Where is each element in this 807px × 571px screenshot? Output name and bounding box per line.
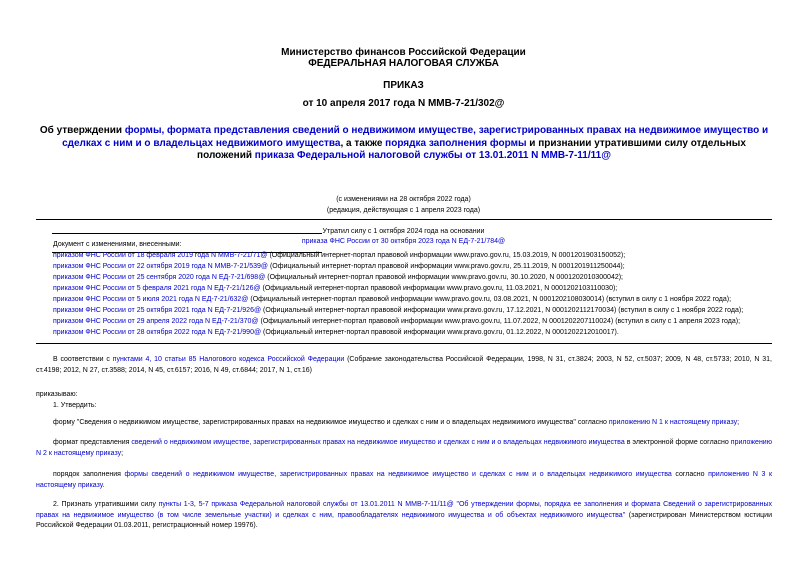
title-link-order[interactable]: приказа Федеральной налоговой службы от 13.01.2011 N ММВ-7-11/11@ — [254, 150, 611, 161]
paragraph-text: , — [193, 501, 199, 508]
paragraph-text: ; — [121, 449, 124, 457]
amendment-text: (Официальный интернет-портал правовой информации www.pravo.gov.ru, 11.03.2021, N 0001202103110030); — [260, 285, 618, 292]
appendix-2-link[interactable]: приложению N 2 к настоящему приказу — [36, 439, 772, 457]
amendment-text: (Официальный интернет-портал правовой информации www.pravo.gov.ru, 25.11.2019, N 0001201911250044); — [268, 263, 625, 270]
paragraph-text: (зарегистрирован Министерством юстиции Российской Федерации 01.03.2011, регистрационный номер 19976). — [36, 511, 772, 529]
paragraph-text: форму "Сведения о недвижимом имуществе, зарегистрированных правах на недвижимое имущество и сделках с ним и о владельцах недвижимого имущества" согласно — [53, 419, 609, 426]
amendment-text: (Официальный интернет-портал правовой информации www.pravo.gov.ru, 15.03.2019, N 0001201903150052); — [267, 252, 626, 259]
amendment-item — [53, 284, 617, 293]
document-title — [36, 125, 772, 163]
procedure-paragraph — [36, 470, 772, 491]
title-link-procedure[interactable]: порядка заполнения формы — [385, 137, 527, 149]
divider — [36, 343, 772, 344]
appendix-1-link[interactable]: приложению N 1 к настоящему приказу — [608, 419, 738, 426]
paragraph-text: порядок заполнения — [53, 471, 125, 478]
format-paragraph — [36, 438, 772, 459]
amendment-link[interactable]: приказом ФНС России от 18 февраля 2019 года N ММВ-7-21/71@ — [53, 252, 268, 259]
paragraph-text: (Собрание законодательства Российской Федерации, 1998, N 31, ст.3824; 2003, N 52, ст.5037; 2009, N 48, ст.5733; 2010, N 31, ст.4198; 2012, N 27, ст.3588; 2014, N 45, ст.6157; 2016, N 49, ст.6844; 2017, N 1, ст.16) — [36, 356, 773, 374]
paragraph-text: ; — [737, 419, 740, 426]
divider — [52, 233, 322, 234]
title-text: Об утверждении — [39, 125, 125, 136]
amendment-item — [53, 328, 619, 337]
order-word: приказываю: — [36, 391, 78, 398]
amendment-link[interactable]: приказом ФНС России от 28 октября 2022 года N ЕД-7-21/990@ — [53, 329, 262, 336]
amendment-link[interactable]: приказом ФНС России от 5 июля 2021 года N ЕД-7-21/632@ — [53, 296, 249, 303]
divider — [36, 219, 772, 220]
title-link-form[interactable]: формы, формата представления сведений о недвижимом имуществе, зарегистрированных правах на недвижимое имущество и сделках с ним и о владельцах недвижимого имущества — [62, 125, 769, 149]
amendment-text: (Официальный интернет-портал правовой информации www.pravo.gov.ru, 30.10.2020, N 0001202010300042); — [265, 274, 624, 281]
items-1-3-link[interactable]: пункты 1-3 — [158, 501, 194, 508]
paragraph-text: формат представления — [53, 439, 132, 446]
amendment-item — [53, 251, 625, 260]
paragraph-text: согласно — [671, 471, 709, 478]
paragraph-text: В соответствии с — [53, 356, 113, 363]
tax-code-link[interactable]: пунктами 4, 10 статьи 85 Налогового кодекса Российской Федерации — [112, 356, 345, 363]
legal-basis-paragraph — [36, 355, 772, 376]
edition-redaction: (редакция, действующая с 1 апреля 2023 года) — [326, 207, 481, 214]
amendment-link[interactable]: приказом ФНС России от 25 сентября 2020 года N ЕД-7-21/698@ — [53, 274, 266, 281]
title-text: , а также — [340, 137, 386, 149]
document-type: ПРИКАЗ — [383, 80, 424, 91]
title-text: и признании утратившими силу отдельных положений — [197, 137, 746, 161]
amendment-item — [53, 306, 743, 315]
amendment-link[interactable]: приказом ФНС России от 22 октября 2019 года N ММВ-7-21/539@ — [53, 263, 268, 270]
amendment-link[interactable]: приказом ФНС России от 29 апреля 2022 года N ЕД-7-21/370@ — [53, 318, 259, 325]
amendment-item — [53, 317, 740, 326]
paragraph-text: 2. Признать утратившими силу — [53, 501, 159, 508]
procedure-form-link[interactable]: формы сведений о недвижимом имуществе, зарегистрированных правах на недвижимое имущество и сделках с ним и о владельцах недвижимого имущества — [124, 471, 672, 478]
amendment-link[interactable]: приказом ФНС России от 5 февраля 2021 года N ЕД-7-21/126@ — [53, 285, 261, 292]
form-paragraph — [36, 418, 772, 429]
service-name: ФЕДЕРАЛЬНАЯ НАЛОГОВАЯ СЛУЖБА — [308, 58, 499, 69]
amendment-item — [53, 262, 625, 271]
appendix-3-link[interactable]: приложению N 3 к настоящему приказу — [36, 471, 773, 489]
items-5-7-link[interactable]: 5-7 приказа Федеральной налоговой службы от 13.01.2011 N ММВ-7-11/11@ "Об утверждении формы, порядка ее заполнения и формата Сведений о зарегистрированных правах на недвижимое имущество (в том числе земельные участки) и сделках с ним, правообладателях недвижимого имущества и об объектах недвижимого имущества" — [36, 501, 772, 519]
amendment-item — [53, 295, 731, 304]
lost-force-link[interactable]: приказа ФНС России от 30 октября 2023 года N ЕД-7-21/784@ — [301, 238, 506, 245]
ministry-name: Министерство финансов Российской Федерации — [281, 47, 526, 58]
amendment-text: (Официальный интернет-портал правовой информации www.pravo.gov.ru, 01.12.2022, N 0001202212010017). — [261, 329, 619, 336]
lost-force-text: Утратил силу с 1 октября 2024 года на основании — [322, 228, 485, 235]
amendment-link[interactable]: приказом ФНС России от 25 октября 2021 года N ЕД-7-21/926@ — [53, 307, 262, 314]
paragraph-text: . — [102, 481, 105, 489]
item-1: 1. Утвердить: — [53, 402, 97, 409]
paragraph-text: в электронной форме согласно — [624, 439, 731, 446]
amendments-intro: Документ с изменениями, внесенными: — [53, 241, 182, 248]
document-date: от 10 апреля 2017 года N ММВ-7-21/302@ — [302, 98, 505, 109]
item-2-paragraph — [36, 500, 772, 532]
amendment-text: (Официальный интернет-портал правовой информации www.pravo.gov.ru, 11.07.2022, N 0001202207110024) (вступил в силу с 1 апреля 2023 года); — [258, 318, 741, 325]
format-link[interactable]: сведений о недвижимом имуществе, зарегистрированных правах на недвижимое имущество и сделках с ним и о владельцах недвижимого имущества — [131, 439, 625, 446]
amendment-item — [53, 273, 623, 282]
amendment-text: (Официальный интернет-портал правовой информации www.pravo.gov.ru, 03.08.2021, N 0001202108030014) (вступил в силу с 1 ноября 2022 года); — [248, 296, 732, 303]
edition-changes: (с изменениями на 28 октября 2022 года) — [336, 196, 471, 203]
amendment-text: (Официальный интернет-портал правовой информации www.pravo.gov.ru, 17.12.2021, N 0001202112170034) (вступил в силу с 1 ноября 2022 года); — [261, 307, 744, 314]
